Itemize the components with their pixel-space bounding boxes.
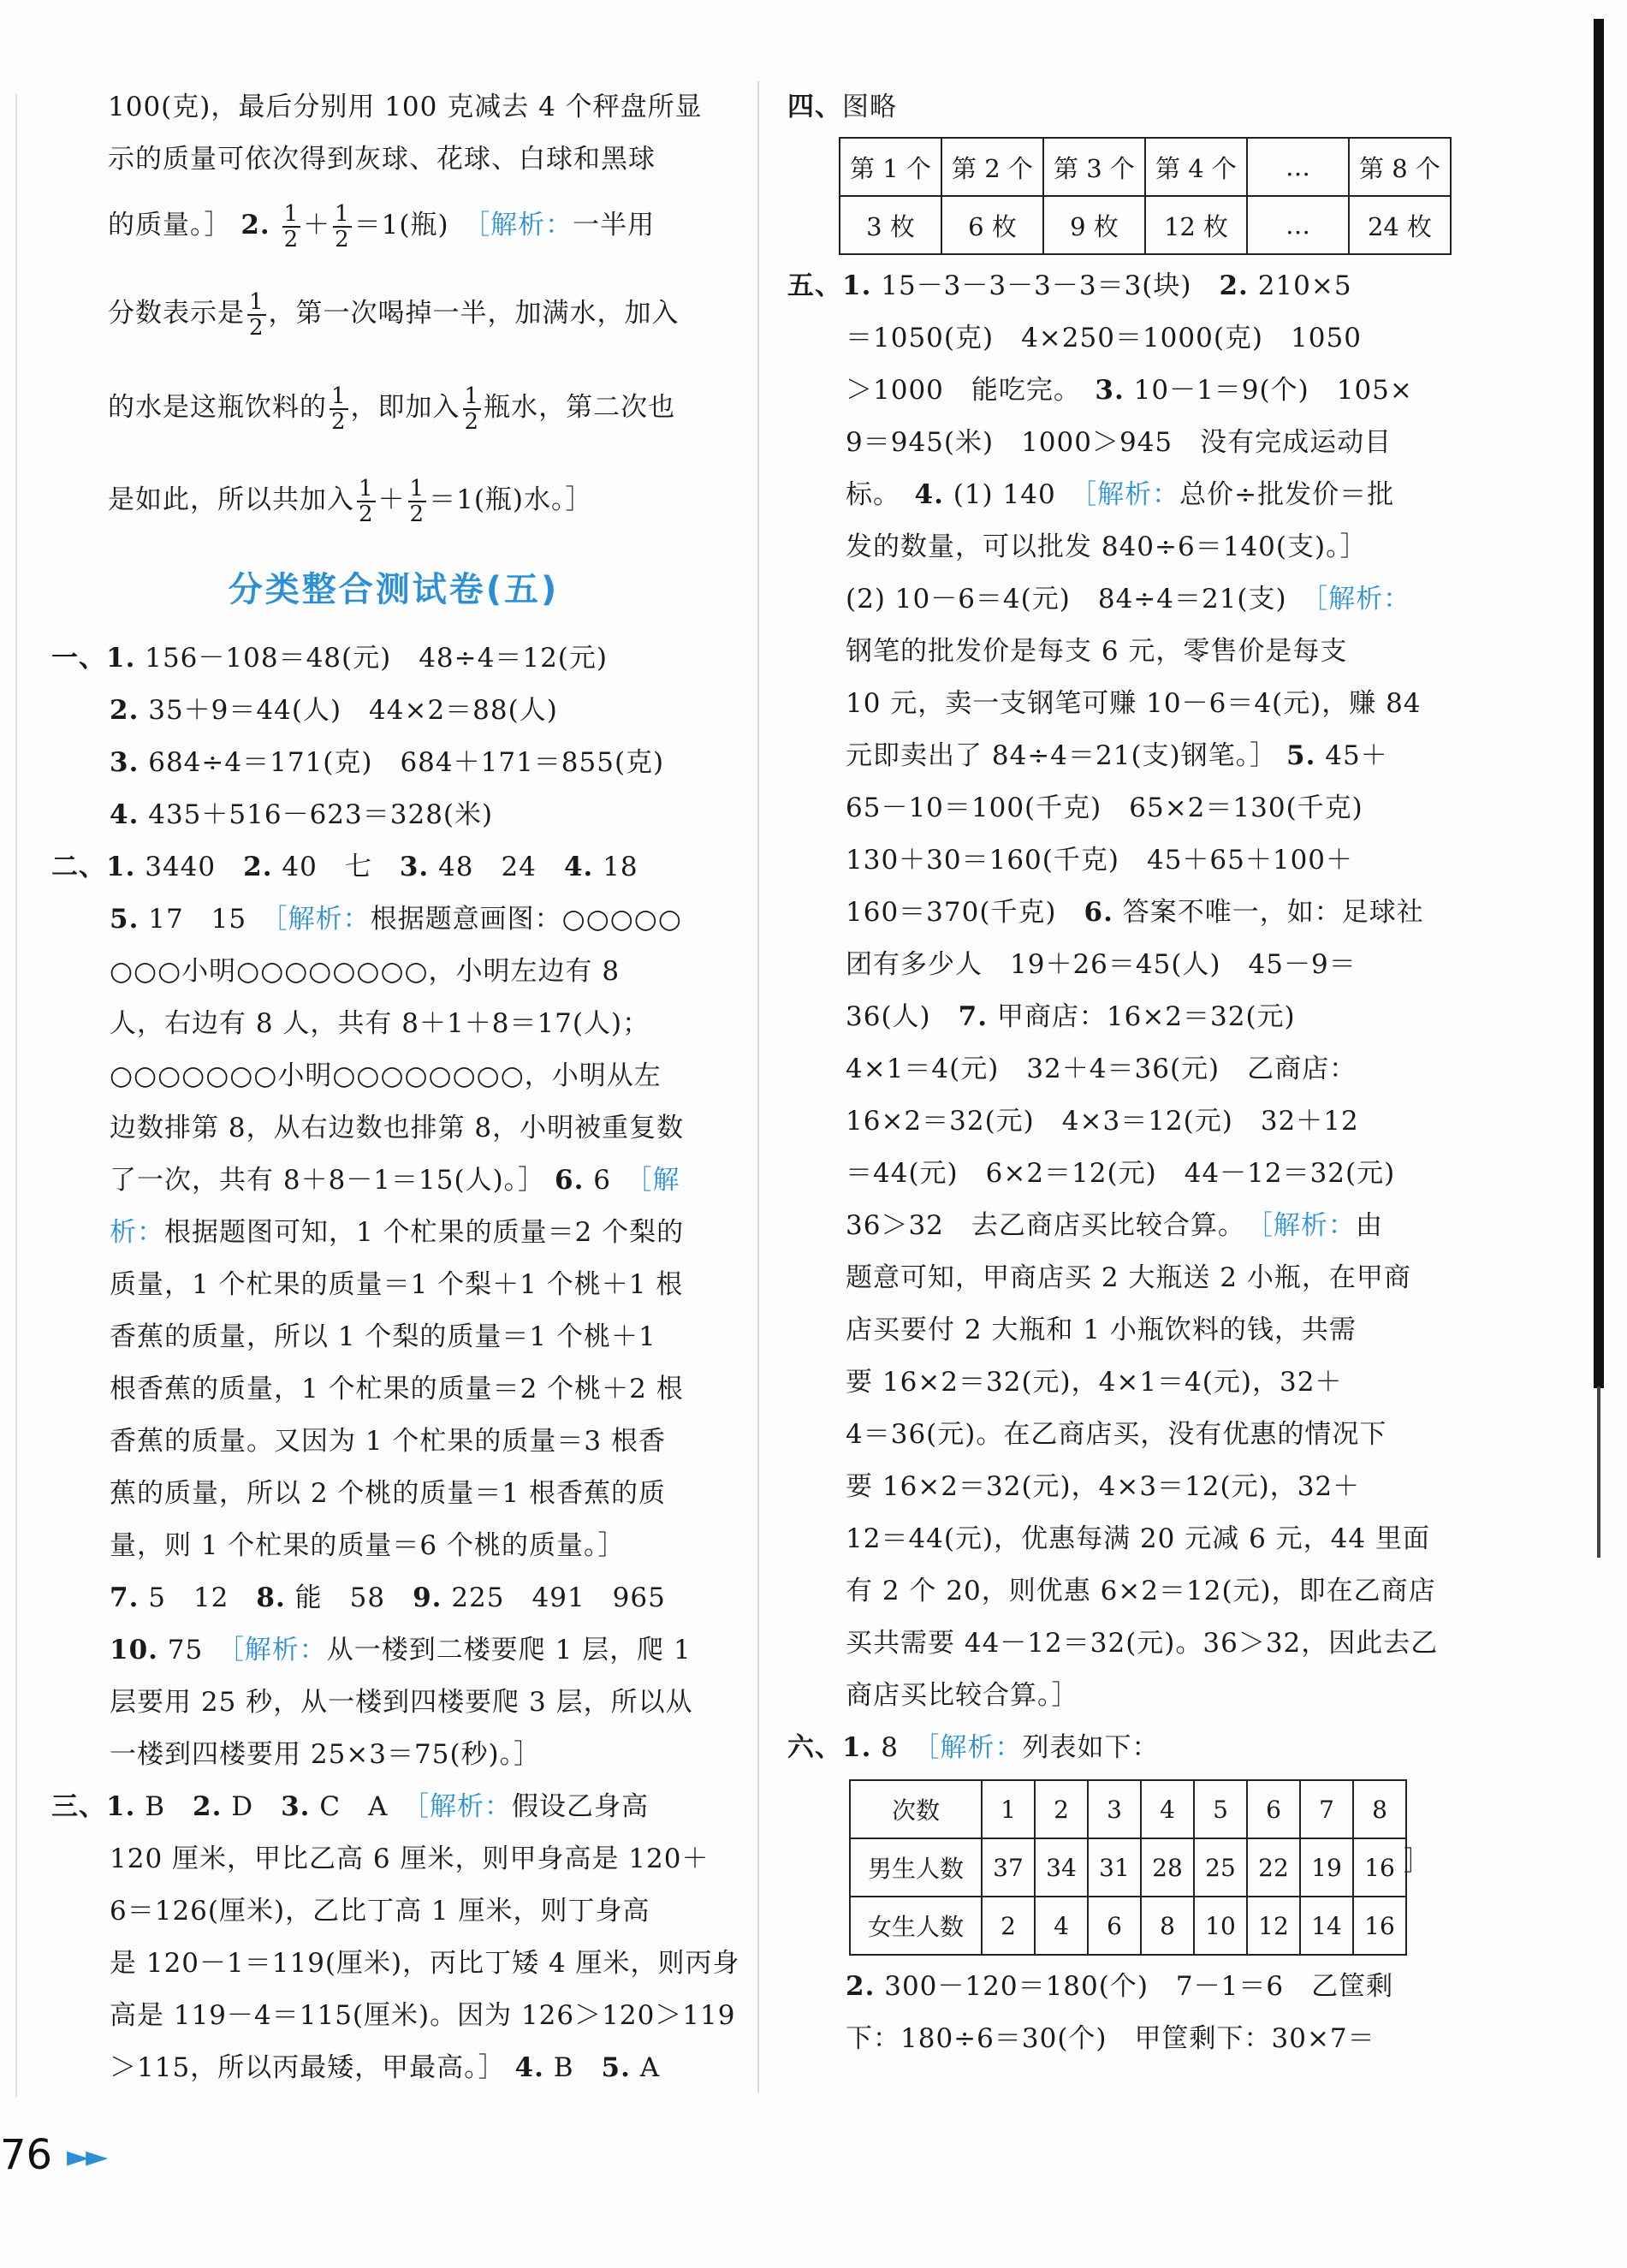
count-table-wrap [849,1779,1472,1956]
table-cell: 12 [1247,1897,1300,1955]
answer-line: 160＝370(千克) 6. 答案不唯一，如：足球社 [846,897,1424,928]
answer-line: 4×1＝4(元) 32＋4＝36(元) 乙商店： [846,1054,1357,1084]
fraction-half: $\frac{1}{2}$ [359,475,374,527]
table-cell: 第 1 个 [840,138,941,196]
table-cell: 31 [1088,1838,1141,1897]
answer-line: 团有多少人 19＋26＝45(人) 45－9＝ [846,949,1357,980]
answer-line: 蕉的质量，所以 2 个桃的质量＝1 根香蕉的质 [110,1478,667,1509]
table-cell: … [1247,138,1349,196]
answer-line: 边数排第 8，从右边数也排第 8，小明被重复数 [110,1113,685,1143]
answer-line: 人，右边有 8 人，共有 8＋1＋8＝17(人)； [110,1008,650,1039]
scan-edge-shadow [1594,19,1604,1388]
fraction-half: $\frac{1}{2}$ [249,288,264,341]
answer-line: 120 厘米，甲比乙高 6 厘米，则甲身高是 120＋ [110,1843,710,1874]
table-cell: 14 [1300,1897,1353,1955]
answer-line: 质量，1 个杧果的质量＝1 个梨＋1 个桃＋1 根 [110,1269,684,1300]
table-cell: 3 枚 [840,196,941,254]
answer-line: 量，则 1 个杧果的质量＝6 个桃的质量。］ [110,1530,626,1561]
table-cell: 次数 [850,1780,982,1838]
table-cell: 37 [982,1838,1035,1897]
answer-line: 香蕉的质量。又因为 1 个杧果的质量＝3 根香 [110,1426,667,1457]
answer-line: 100(克)，最后分别用 100 克减去 4 个秤盘所显 [108,92,703,122]
fraction-half: $\frac{1}{2}$ [464,383,480,435]
answer-line: 了一次，共有 8＋8－1＝15(人)。］ 6. 6 ［解 [110,1165,680,1196]
answer-line: 4. 435＋516－623＝328(米) [110,799,494,830]
column-divider [757,81,759,2093]
answer-line: 四、图略 [787,92,897,122]
fraction-half: $\frac{1}{2}$ [335,200,350,252]
answer-line: 10. 75 ［解析：从一楼到二楼要爬 1 层，爬 1 [110,1635,692,1665]
answer-line: 三、1. B 2. D 3. C A ［解析：假设乙身高 [51,1791,649,1822]
table-row [850,1838,1406,1897]
answer-line: 题意可知，甲商店买 2 大瓶送 2 小瓶，在甲商 [846,1262,1411,1293]
answer-line: 5. 17 15 ［解析：根据题意画图：○○○○○ [110,904,682,935]
answer-line: 36(人) 7. 甲商店：16×2＝32(元) [846,1001,1296,1032]
table-cell: 9 枚 [1043,196,1145,254]
table-cell: 3 [1088,1780,1141,1838]
answer-line: 根香蕉的质量，1 个杧果的质量＝2 个桃＋2 根 [110,1374,684,1404]
table-cell: 8 [1141,1897,1194,1955]
table-cell: 6 [1247,1780,1300,1838]
table-cell: 第 8 个 [1349,138,1451,196]
table-row [850,1897,1406,1955]
table-cell: 7 [1300,1780,1353,1838]
answer-line: 的质量。］ 2. $\frac{1}{2}$ ＋ $\frac{1}{2}$ ＝1(瓶) ［解析：一半用 [108,200,656,252]
fraction-half: $\frac{1}{2}$ [283,200,300,252]
closing-bracket: ］ [1404,1846,1430,1877]
answer-line: 65－10＝100(千克) 65×2＝130(千克) [846,793,1363,823]
pattern-table [839,137,1452,255]
answer-line: 五、1. 15－3－3－3－3＝3(块) 2. 210×5 [787,270,1352,301]
table-cell: 4 [1035,1897,1088,1955]
table-cell: 6 枚 [941,196,1043,254]
answer-line: 钢笔的批发价是每支 6 元，零售价是每支 [846,636,1348,667]
answer-line: 元即卖出了 84÷4＝21(支)钢笔。］ 5. 45＋ [846,740,1388,771]
table-cell: 1 [982,1780,1035,1838]
fraction-half: $\frac{1}{2}$ [409,475,425,527]
answer-line: 有 2 个 20，则优惠 6×2＝12(元)，即在乙商店 [846,1576,1436,1606]
table-cell: 第 4 个 [1145,138,1247,196]
answer-line: 4＝36(元)。在乙商店买，没有优惠的情况下 [846,1419,1387,1450]
count-table [849,1779,1407,1956]
answer-line: 六、1. 8 ［解析：列表如下： [787,1732,1160,1763]
answer-line: (2) 10－6＝4(元) 84÷4＝21(支) ［解析： [846,584,1411,614]
next-arrows-icon: ►► [67,2140,105,2174]
left-margin-rule [15,94,17,2097]
table-cell: 4 [1141,1780,1194,1838]
table-row [840,196,1451,254]
answer-line: 下：180÷6＝30(个) 甲筐剩下：30×7＝ [846,2023,1375,2054]
answer-line: 2. 35＋9＝44(人) 44×2＝88(人) [110,695,558,726]
table-row [850,1780,1406,1838]
answer-line: 12＝44(元)，优惠每满 20 元减 6 元，44 里面 [846,1523,1430,1554]
answer-line: 16×2＝32(元) 4×3＝12(元) 32＋12 [846,1106,1359,1137]
table-cell: 10 [1194,1897,1247,1955]
table-row [840,138,1451,196]
answer-line: 的水是这瓶饮料的 $\frac{1}{2}$ ，即加入 $\frac{1}{2}$ 瓶水，第二次也 [108,383,676,435]
table-cell: 16 [1353,1897,1406,1955]
table-cell: 8 [1353,1780,1406,1838]
table-cell: 第 2 个 [941,138,1043,196]
answer-line: ＞115，所以丙最矮，甲最高。］ 4. B 5. A [110,2052,661,2083]
answer-line: 高是 119－4＝115(厘米)。因为 126＞120＞119 [110,2000,736,2031]
table-cell: 24 枚 [1349,196,1451,254]
table-cell: 34 [1035,1838,1088,1897]
answer-line: 要 16×2＝32(元)，4×1＝4(元)，32＋ [846,1367,1343,1398]
answer-line: 是 120－1＝119(厘米)，丙比丁矮 4 厘米，则丙身 [110,1948,740,1979]
answer-line: 一楼到四楼要用 25×3＝75(秒)。］ [110,1739,542,1770]
answer-line: 9＝945(米) 1000＞945 没有完成运动目 [846,427,1392,458]
answer-line: 分数表示是 $\frac{1}{2}$ ，第一次喝掉一半，加满水，加入 [108,288,680,341]
table-cell: 2 [1035,1780,1088,1838]
answer-line: 7. 5 12 8. 能 58 9. 225 491 965 [110,1582,666,1613]
right-column [787,81,1472,2065]
table-cell: 5 [1194,1780,1247,1838]
answer-line: 层要用 25 秒，从一楼到四楼要爬 3 层，所以从 [110,1687,693,1718]
answer-line: 香蕉的质量，所以 1 个梨的质量＝1 个桃＋1 [110,1321,656,1352]
table-cell: 28 [1141,1838,1194,1897]
section-title: 分类整合测试卷(五) [228,570,560,609]
table-cell: 22 [1247,1838,1300,1897]
answer-line: 二、1. 3440 2. 40 七 3. 48 24 4. 18 [51,852,638,882]
answer-line: ＞1000 能吃完。 3. 10－1＝9(个) 105× [846,375,1413,406]
answer-line: 店买要付 2 大瓶和 1 小瓶饮料的钱，共需 [846,1315,1357,1345]
answer-line: 一、1. 156－108＝48(元) 48÷4＝12(元) [51,643,608,674]
answer-line: 析：根据题图可知，1 个杧果的质量＝2 个梨的 [110,1217,685,1248]
answer-line: 10 元，卖一支钢笔可赚 10－6＝4(元)，赚 84 [846,688,1422,719]
answer-line: ＝44(元) 6×2＝12(元) 44－12＝32(元) [846,1158,1396,1189]
table-cell: 6 [1088,1897,1141,1955]
answer-line: ○○○○○○○小明○○○○○○○○，小明从左 [110,1060,662,1091]
table-cell: 19 [1300,1838,1353,1897]
answer-line: 是如此，所以共加入 $\frac{1}{2}$ ＋ $\frac{1}{2}$ ＝1(瓶)水。］ [108,475,593,527]
answer-line: 标。 4. (1) 140 ［解析：总价÷批发价＝批 [846,479,1395,510]
answer-line: 130＋30＝160(千克) 45＋65＋100＋ [846,845,1354,876]
answer-line: 3. 684÷4＝171(克) 684＋171＝855(克) [110,747,665,778]
page-number: 76 [0,2131,53,2179]
answer-line: 要 16×2＝32(元)，4×3＝12(元)，32＋ [846,1471,1361,1502]
answer-line: 2. 300－120＝180(个) 7－1＝6 乙筐剩 [846,1971,1394,2002]
table-cell: 25 [1194,1838,1247,1897]
table-cell: 2 [982,1897,1035,1955]
table-cell: … [1247,196,1349,254]
answer-line: 商店买比较合算。］ [846,1680,1079,1711]
fraction-half: $\frac{1}{2}$ [331,383,347,435]
scan-edge-shadow-lower [1597,1386,1600,1558]
answer-line: ○○○小明○○○○○○○○，小明左边有 8 [110,956,621,987]
table-cell: 第 3 个 [1043,138,1145,196]
answer-line: 36＞32 去乙商店买比较合算。 ［解析：由 [846,1210,1383,1241]
answer-line: 示的质量可依次得到灰球、花球、白球和黑球 [108,144,656,175]
answer-line: 买共需要 44－12＝32(元)。36＞32，因此去乙 [846,1628,1439,1659]
left-column [51,81,740,2094]
answer-line: 发的数量，可以批发 840÷6＝140(支)。］ [846,531,1368,562]
table-cell: 男生人数 [850,1838,982,1897]
answer-line: 6＝126(厘米)，乙比丁高 1 厘米，则丁身高 [110,1896,650,1927]
table-cell: 16 [1353,1838,1406,1897]
table-cell: 女生人数 [850,1897,982,1955]
table-cell: 12 枚 [1145,196,1247,254]
answer-line: ＝1050(克) 4×250＝1000(克) 1050 [846,323,1362,353]
